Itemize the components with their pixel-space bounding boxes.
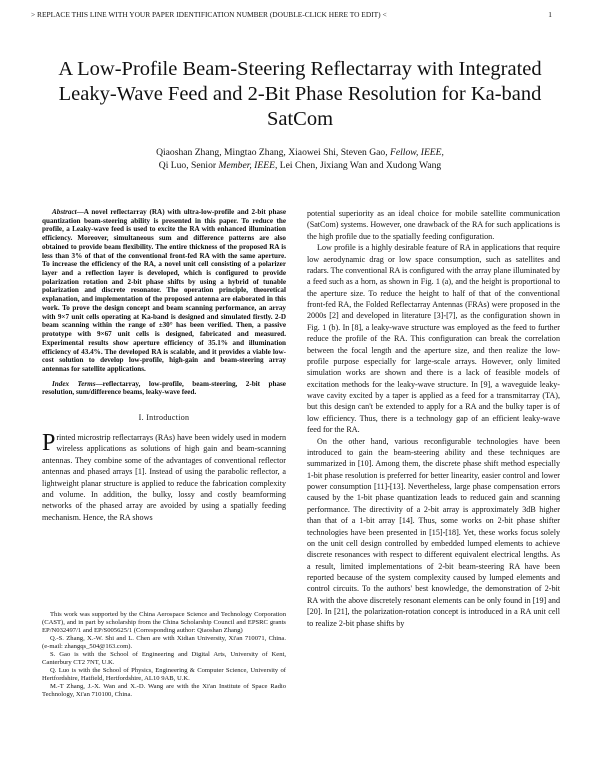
index-terms-label: Index Terms — [52, 379, 96, 388]
paper-title: A Low-Profile Beam-Steering Reflectarray with Integrated Leaky-Wave Feed and 2-Bit Phase Resolution for Ka-band SatCom — [58, 58, 542, 130]
body-paragraph: Low profile is a highly desirable feature of RA in applications that require low aerodynamic drag or low space consumption, such as satellites and radars. The conventional RA is configured with the array plane illuminated by a feed such as a horn, as shown in Fig. 1 (a), and the height is proportional to the aperture size. To reduce the height to half of that of the conventional front-fed RA, the Folded Reflectarray Antennas (FRAs) were proposed in the 2000s [2] and developed in literature [3]-[7], as the configuration shown in Fig. 1 (b). In [8], a leaky-wave structure was employed as the feed to further reduce the profile of the RA. This configuration can break the correlation between the focal length and the aperture size, and then realize the low-profile purpose especially for large-scale arrays. However, only limited simulation works are shown and there is a lack of feasible models of excitation methods for the leaky-wave structure. In [9], a waveguide leaky-wave cavity excited by a taper is applied as a feed for a transmitarray (TA), but this design can't be extended to apply for a RA and the bulky taper is of low efficiency. Thus, there is a technology gap of an efficient leaky-wave feed for the RA. — [307, 243, 560, 435]
author-role: Fellow, IEEE, — [390, 147, 444, 158]
body-paragraph: On the other hand, various reconfigurable technologies have been introduced to gain the beam-steering ability and these techniques are summarized in [10]. Among them, the discrete phase shift method especially 1-bit phase resolution is preferred for better linearity, easier control and lower power consumption [11]-[13]. Nevertheless, large phase compensation errors caused by the 1-bit phase quantization leads to reduced gain and scanning performance. The directivity of a 2-bit array is approximately 3dB higher than that of a 1-bit array [14]. Thus, some works on 2-bit phase shifter technologies have been presented in [15]-[18]. Yet, these works focus solely on the unit cell design controlled by embedded lumped elements to achieve discrete resonances with respect to different equivalent electrical lengths. As a result, limited implementations of 2-bit beam-steering RA have been reported because of the system complexity caused by lumped elements and control circuits. To the authors' best knowledge, the demonstration of 2-bit RA with the above discretely resonant elements can be only found in [19] and [20]. In [21], the polarization-rotation concept is introduced in a RA unit cell to realize 2-bit phase shifts by — [307, 436, 560, 628]
right-column — [307, 208, 560, 629]
abstract — [42, 208, 286, 374]
footnote: Q. Luo is with the School of Physics, Engineering & Computer Science, University of Hertfordshire, Hatfield, Hertfordshire, AL10 9AB, U.K. — [42, 667, 286, 683]
body-paragraph: potential superiority as an ideal choice for mobile satellite communication (SatCom) systems. However, one drawback of the RA for such applications is the high profile due to the spatially feeding configuration. — [307, 209, 560, 241]
abstract-label: Abstract — [52, 208, 77, 216]
page-number: 1 — [548, 10, 552, 19]
footnotes — [42, 610, 286, 700]
author-line-1: Qiaoshan Zhang, Mingtao Zhang, Xiaowei Shi, Steven Gao, Fellow, IEEE, — [156, 147, 444, 158]
header-text: > REPLACE THIS LINE WITH YOUR PAPER IDENTIFICATION NUMBER (DOUBLE-CLICK HERE TO EDIT) < — [31, 10, 387, 19]
running-header — [31, 10, 552, 19]
section-heading: I. Introduction — [138, 413, 190, 423]
intro-text: rinted microstrip reflectarrays (RAs) have been widely used in modern wireless applications as solutions of high gain and beam-scanning antennas. They combine some of the advantages of conventional reflector antennas and phased arrays [1]. Instead of using the parabolic reflector, a lightweight planar structure is applied to reduce the fabrication complexity and volume. In addition, the bulky, lossy and costly beamforming networks of the phased array are avoided by using a spatially feeding mechanism. Hence, the RA shows — [42, 433, 286, 522]
abstract-text: —A novel reflectarray (RA) with ultra-low-profile and 2-bit phase quantization beam-steering ability is presented in this paper. To reduce the profile, a Leaky-wave feed is used to excite the RA with enhanced illumination efficiency. Moreover, simultaneous sum and difference patterns are also obtained to provide beam flexibility. The entire thickness of the proposed RA is less than 3% of that of the conventional front-fed RA with the same aperture. To increase the efficiency of the RA, a novel unit cell consisting of a polarizer layer and a reflection layer is developed, which is configured to provide polarization rotation and 2-bit phase shifts by using a hybrid of tunable polarization and discrete resonator. The operation principle, theoretical explanation, and implementation of the proposed antenna are elaborated in this work. To prove the design concept and beam scanning performance, an array with 9×7 unit cells operating at Ka-band is designed and simulated firstly. 2-D beam scanning within the range of ±30° has been verified. Then, a passive prototype with 9×67 unit cells is designed, fabricated and measured. Experimental results show aperture efficiency of 35.1% and illumination efficiency of 43.4%. The developed RA is scalable, and it provides a viable low-cost solution to develop low-profile, high-gain and beam-steering array antennas for satellite applications. — [42, 208, 286, 373]
author-role: Member, IEEE, — [218, 160, 278, 172]
left-column — [42, 208, 286, 523]
author-list — [80, 146, 520, 173]
footnote: Q.-S. Zhang, X.-W. Shi and L. Chen are with Xidian University, Xi'an 710071, China. (e-mail: zhangqs_504@163.com). — [42, 635, 286, 651]
footnote: This work was supported by the China Aerospace Science and Technology Corporation (CAST), and in part by scholarship from the China Scholarship Council and EPSRC grants EP/N032497/1 and EP/S005625/1 (Corresponding author: Qiaoshan Zhang) — [42, 611, 286, 635]
index-terms — [42, 380, 286, 397]
intro-paragraph — [42, 432, 286, 523]
drop-cap: P — [42, 430, 56, 457]
footnote: S. Gao is with the School of Engineering and Digital Arts, University of Kent, Canterbury CT2 7NT, U.K. — [42, 651, 286, 667]
author-line-2: Qi Luo, Senior Member, IEEE, Lei Chen, Jixiang Wan and Xudong Wang — [158, 160, 442, 172]
footnote: M.-T Zhang, J.-X. Wan and X.-D. Wang are with the Xi'an Institute of Space Radio Technology, Xi'an 710100, China. — [42, 683, 286, 699]
index-terms-text: —reflectarray, low-profile, beam-steering, 2-bit phase resolution, sum/difference beams, leaky-wave feed. — [42, 379, 286, 397]
